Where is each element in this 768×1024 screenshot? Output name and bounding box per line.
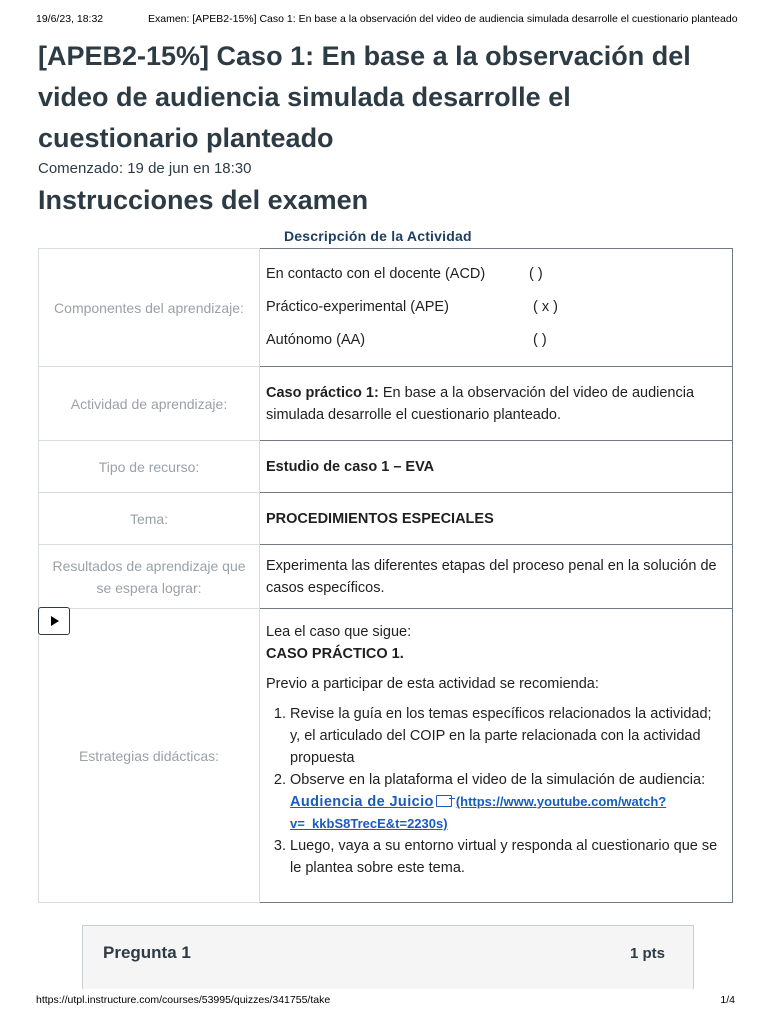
list-item: 3. Luego, vaya a su entorno virtual y responda al cuestionario que se le plantea sobre este tema. <box>290 835 724 879</box>
resource-label: Tipo de recurso: <box>39 441 260 493</box>
question-points: 1 pts <box>629 945 665 962</box>
components-label: Componentes del aprendizaje: <box>39 249 260 367</box>
activity-label: Actividad de aprendizaje: <box>39 367 260 441</box>
started-timestamp: Comenzado: 19 de jun en 18:30 <box>38 160 252 177</box>
exam-title: [APEB2-15%] Caso 1: En base a la observación del video de audiencia simulada desarrolle el cuestionario planteado <box>38 41 691 153</box>
list-item: 1. Revise la guía en los temas específicos relacionados la actividad; y, el articulado del COIP en la parte relacionada con la actividad propuesta <box>290 703 724 769</box>
table-row <box>39 441 733 493</box>
question-title: Pregunta 1 <box>103 943 191 962</box>
step2-text: Observe en la plataforma el video de la simulación de audiencia: <box>290 772 706 788</box>
page-number: 1/4 <box>720 994 735 1006</box>
strategies-label: Estrategias didácticas: <box>39 609 260 903</box>
component-mark: ( ) <box>533 332 547 348</box>
strategies-case: CASO PRÁCTICO 1. <box>266 646 404 662</box>
play-icon <box>51 616 59 626</box>
external-link-icon <box>436 795 452 807</box>
table-row <box>39 493 733 545</box>
question-card <box>82 925 694 989</box>
strategies-recommend: Previo a participar de esta actividad se recomienda: <box>266 676 599 692</box>
strategies-intro: Lea el caso que sigue: <box>266 624 412 640</box>
component-line <box>266 258 724 291</box>
steps-list <box>266 703 724 879</box>
audiencia-link[interactable]: Audiencia de Juicio <box>290 794 434 810</box>
activity-bold: Caso práctico 1: <box>266 384 379 401</box>
component-mark: ( x ) <box>533 299 558 315</box>
strategies-value <box>260 609 733 903</box>
component-text: Autónomo (AA) <box>266 332 366 348</box>
results-label: Resultados de aprendizaje que se espera lograr: <box>39 545 260 609</box>
topic-label: Tema: <box>39 493 260 545</box>
activity-value <box>260 367 733 441</box>
resource-value <box>260 441 733 493</box>
topic-value <box>260 493 733 545</box>
table-row <box>39 367 733 441</box>
table-row <box>39 545 733 609</box>
print-footer <box>0 994 768 1008</box>
activity-table <box>38 248 733 903</box>
component-line <box>266 324 724 357</box>
results-value: Experimenta las diferentes etapas del proceso penal en la solución de casos específicos. <box>260 545 733 609</box>
print-title: Examen: [APEB2-15%] Caso 1: En base a la observación del video de audiencia simulada desarrolle el cuestionario planteado <box>148 13 738 25</box>
play-button[interactable] <box>38 607 70 635</box>
list-item <box>290 769 724 835</box>
components-value <box>260 249 733 367</box>
table-row <box>39 249 733 367</box>
print-header <box>0 13 768 29</box>
youtube-link[interactable]: (https://www.youtube.com/watch?v=_kkbS8TrecE&t=2230s) <box>290 794 667 831</box>
component-mark: ( ) <box>529 266 543 282</box>
print-url: https://utpl.instructure.com/courses/53995/quizzes/341755/take <box>36 994 331 1006</box>
description-heading: Descripción de la Actividad <box>284 228 472 244</box>
component-text: Práctico-experimental (APE) <box>266 299 449 315</box>
component-line <box>266 291 724 324</box>
print-date: 19/6/23, 18:32 <box>36 13 104 25</box>
topic-bold: PROCEDIMIENTOS ESPECIALES <box>266 510 494 527</box>
component-text: En contacto con el docente (ACD) <box>266 266 486 282</box>
resource-bold: Estudio de caso 1 – EVA <box>266 458 435 475</box>
activity-text: En base a la observación del video de audiencia simulada desarrolle el cuestionario planteado. <box>266 384 695 423</box>
instructions-heading: Instrucciones del examen <box>38 185 369 215</box>
table-row <box>39 609 733 903</box>
